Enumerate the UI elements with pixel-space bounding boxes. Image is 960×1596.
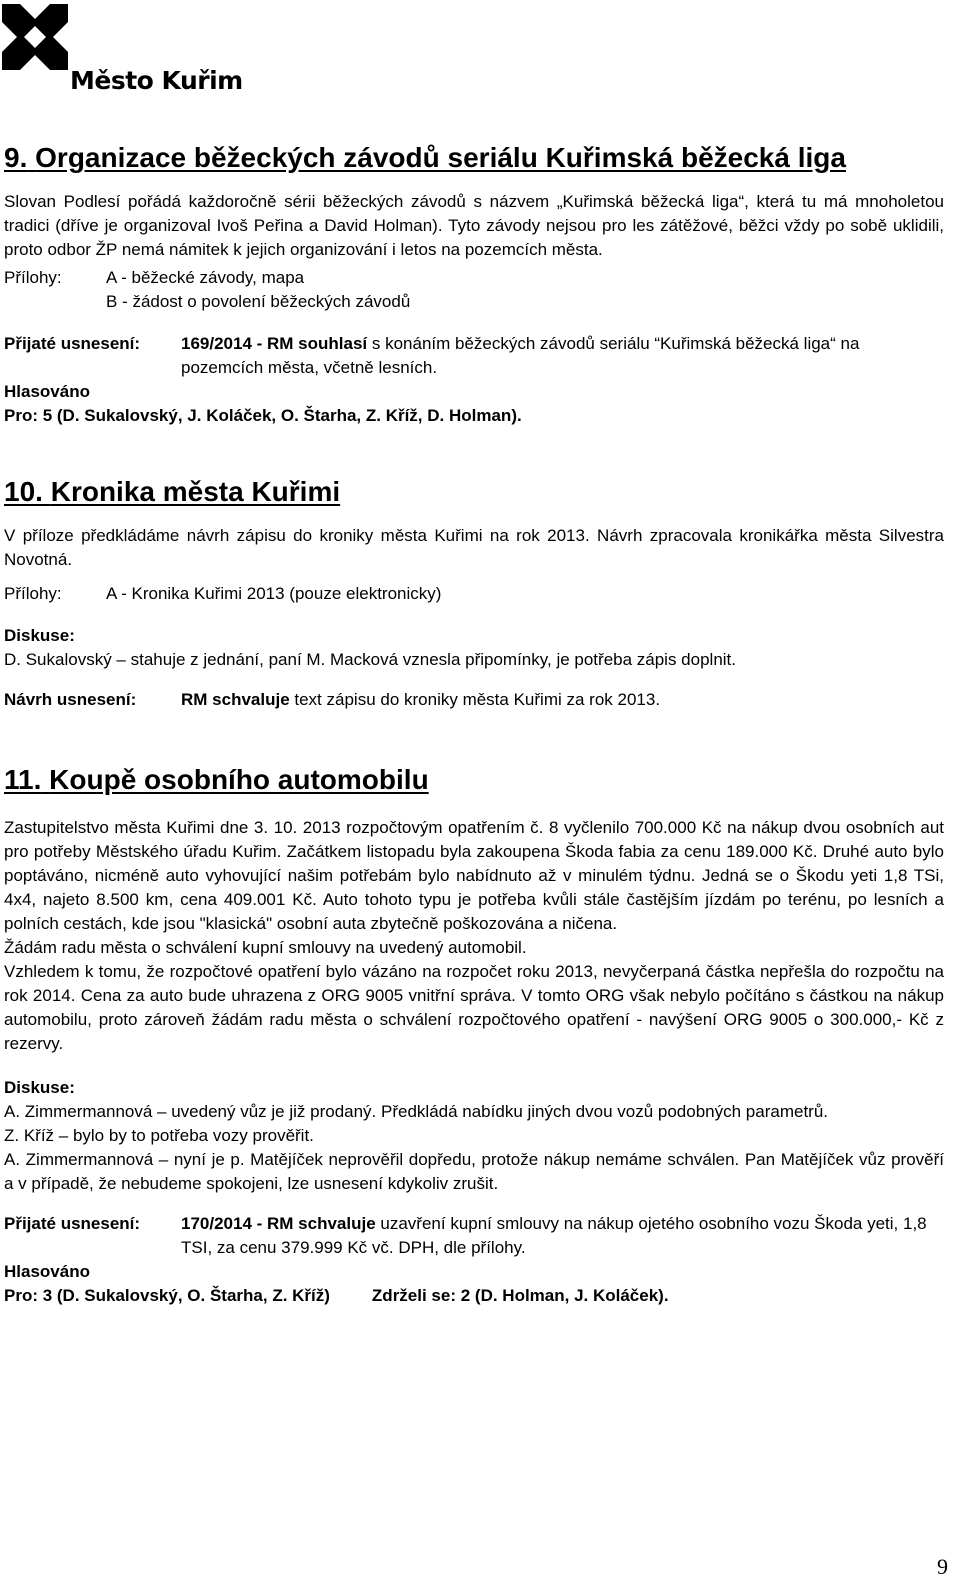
section-11-heading: 11. Koupě osobního automobilu	[4, 764, 429, 795]
city-logo	[2, 2, 262, 97]
section-9-paragraph: Slovan Podlesí pořádá každoročně sérii běžeckých závodů s názvem „Kuřimská běžecká liga“, která tu má mnoholetou tradici (dříve je organizoval Ivoš Peřina a David Holman). Tyto závody nejsou pro les zátěžové, běžci vždy po sobě uklidili, proto odbor ŽP nemá námitek k jejich organizování i letos na pozemcích města.	[4, 192, 944, 259]
logo-text: Město Kuřim	[70, 66, 243, 95]
discussion-item-1: A. Zimmermannová – uvedený vůz je již prodaný. Předkládá nabídku jiných dvou vozů podobných parametrů.	[4, 1102, 829, 1121]
vote-pro: Pro: 5 (D. Sukalovský, J. Koláček, O. Štarha, Z. Kříž, D. Holman).	[4, 406, 522, 425]
section-10-heading: 10. Kronika města Kuřimi	[4, 476, 341, 507]
document-body	[4, 138, 944, 1308]
voted-label: Hlasováno	[4, 1262, 90, 1281]
discussion-text: D. Sukalovský – stahuje z jednání, paní M. Macková vznesla připomínky, je potřeba zápis doplnit.	[4, 650, 737, 669]
discussion-label: Diskuse:	[4, 1078, 75, 1097]
attachments-label: Přílohy:	[4, 268, 62, 287]
section-9-attachments	[4, 266, 944, 314]
vote-abstain: Zdrželi se: 2 (D. Holman, J. Koláček).	[371, 1286, 669, 1305]
section-11-paragraph-3: Vzhledem k tomu, že rozpočtové opatření bylo vázáno na rozpočet roku 2013, nevyčerpaná částka nepřešla do rozpočtu na rok 2014. Cena za auto bude uhrazena z ORG 9005 vnitřní správa. V tomto ORG však nebylo počítáno s částkou na nákup automobilu, proto zároveň žádám radu města o schválení rozpočtového opatření - navýšení ORG 9005 o 300.000,- Kč z rezervy.	[4, 962, 944, 1053]
resolution-label: Přijaté usnesení:	[4, 334, 141, 353]
attachment-b: B - žádost o povolení běžeckých závodů	[106, 292, 411, 311]
section-9-heading: 9. Organizace běžeckých závodů seriálu Kuřimská běžecká liga	[4, 142, 846, 173]
attachment-a: A - Kronika Kuřimi 2013 (pouze elektronicky)	[106, 584, 442, 603]
attachments-label: Přílohy:	[4, 584, 62, 603]
section-9-resolution	[4, 332, 944, 380]
section-11-paragraph-1: Zastupitelstvo města Kuřimi dne 3. 10. 2013 rozpočtovým opatřením č. 8 vyčlenilo 700.000 Kč na nákup dvou osobních aut pro potřeby Městského úřadu Kuřim. Začátkem listopadu byla zakoupena Škoda fabia za cenu 189.000 Kč. Druhé auto bylo poptáváno, nicméně auto vyhovující našim potřebám bylo nabídnuto až v minulém týdnu. Jedná se o Škodu yeti 1,8 TSi, 4x4, najeto 8.500 km, cena 409.001 Kč. Auto tohoto typu je potřeba kvůli stále častějším jízdám po terénu, po lesních a polních cestách, kde jsou "klasická" osobní auta zbytečně poškozována a ničena.	[4, 818, 944, 933]
resolution-text: 170/2014 - RM schvaluje uzavření kupní smlouvy na nákup ojetého osobního vozu Škoda yeti, 1,8 TSI, za cenu 379.999 Kč vč. DPH, dle přílohy.	[181, 1214, 927, 1257]
section-10-proposal	[4, 688, 944, 712]
section-11-resolution	[4, 1212, 944, 1260]
proposal-text: RM schvaluje text zápisu do kroniky města Kuřimi za rok 2013.	[181, 690, 661, 709]
section-11-paragraph-2: Žádám radu města o schválení kupní smlouvy na uvedený automobil.	[4, 938, 527, 957]
attachment-a: A - běžecké závody, mapa	[106, 268, 305, 287]
discussion-item-2: Z. Kříž – bylo by to potřeba vozy prověřit.	[4, 1126, 314, 1145]
page-number: 9	[937, 1554, 948, 1579]
voted-label: Hlasováno	[4, 382, 90, 401]
section-10-paragraph: V příloze předkládáme návrh zápisu do kroniky města Kuřimi na rok 2013. Návrh zpracovala kronikářka města Silvestra Novotná.	[4, 526, 944, 569]
section-10-attachments	[4, 582, 944, 606]
proposal-label: Návrh usnesení:	[4, 690, 137, 709]
resolution-text: 169/2014 - RM souhlasí s konáním běžeckých závodů seriálu “Kuřimská běžecká liga“ na pozemcích města, včetně lesních.	[181, 334, 860, 377]
logo-mark-icon	[2, 2, 68, 72]
discussion-label: Diskuse:	[4, 626, 75, 645]
vote-pro: Pro: 3 (D. Sukalovský, O. Štarha, Z. Kříž)	[4, 1286, 330, 1305]
discussion-item-3: A. Zimmermannová – nyní je p. Matějíček neprověřil dopředu, protože nákup nemáme schválen. Pan Matějíček vůz prověří a v případě, že nebudeme spokojeni, lze usnesení kdykoliv zrušit.	[4, 1150, 944, 1193]
resolution-label: Přijaté usnesení:	[4, 1214, 141, 1233]
vote-results	[4, 1284, 944, 1308]
